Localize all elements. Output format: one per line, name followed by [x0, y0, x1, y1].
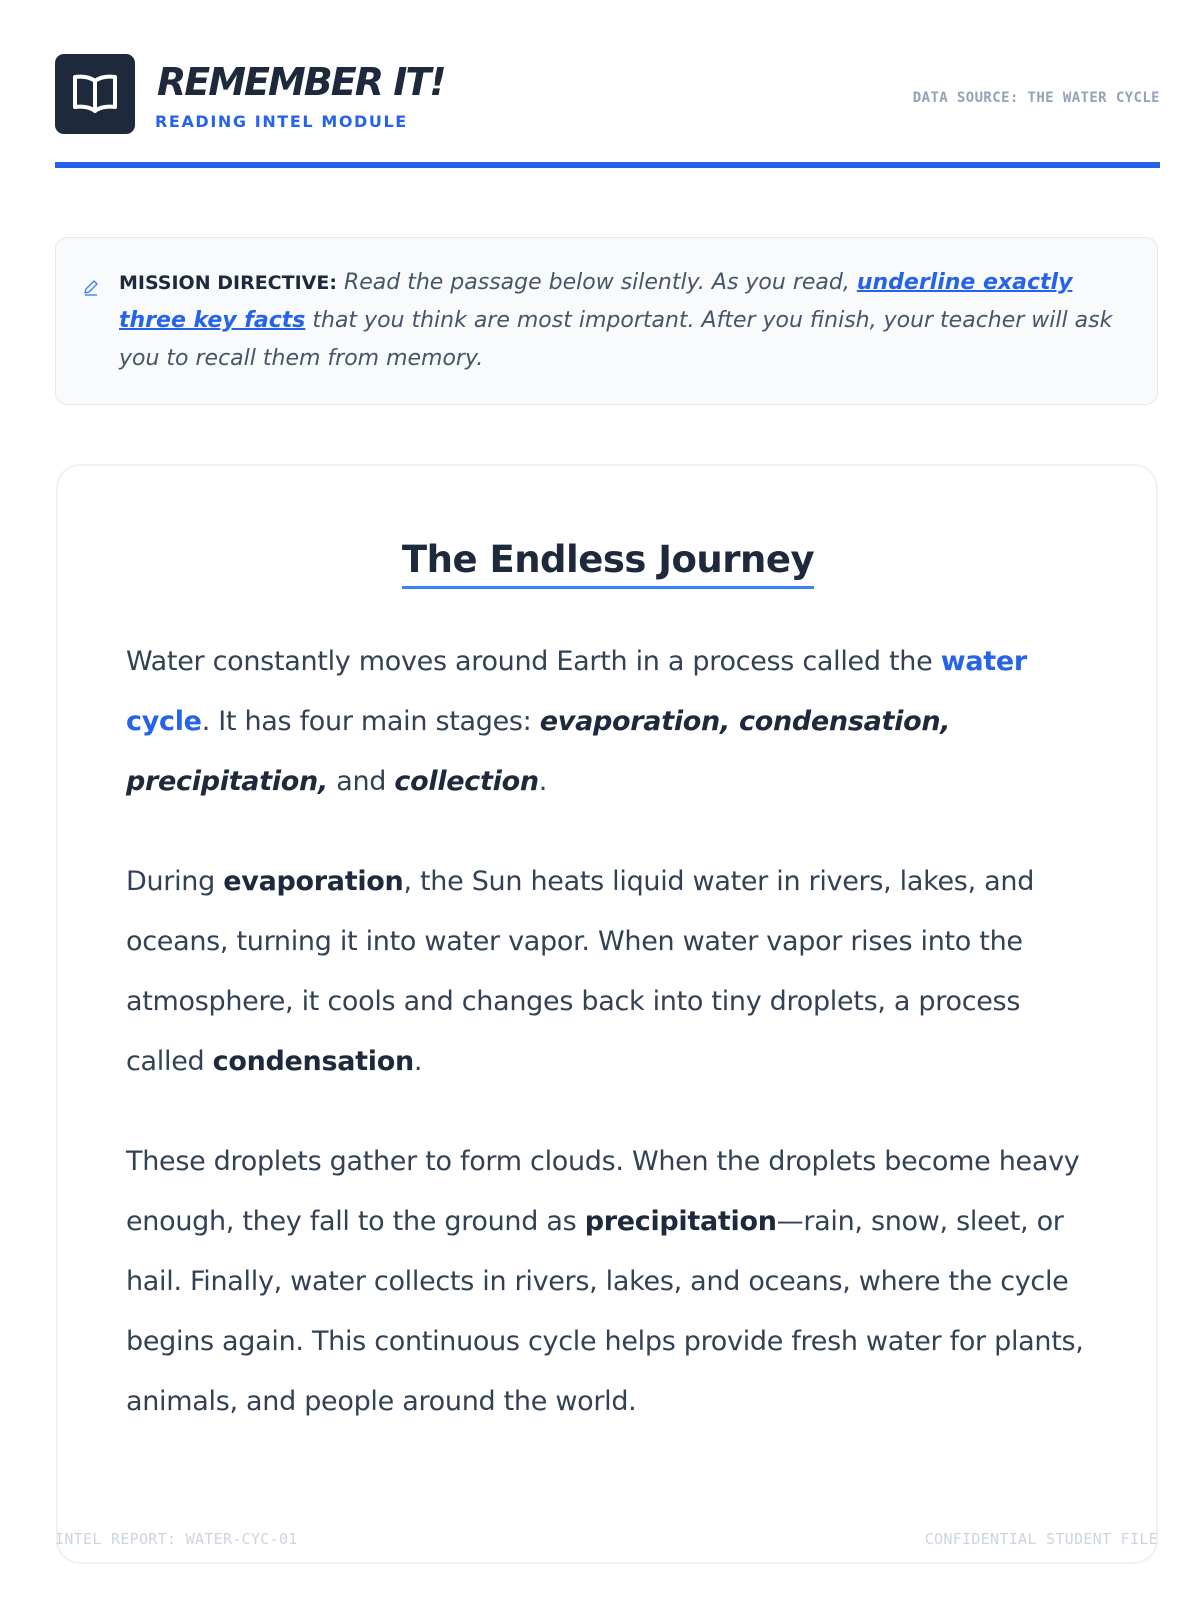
- passage-card: [56, 464, 1158, 1564]
- footer-confidential: CONFIDENTIAL STUDENT FILE: [924, 1530, 1158, 1548]
- passage-title: The Endless Journey: [402, 538, 814, 589]
- paragraph-3: [126, 1132, 1106, 1432]
- p2-bold-condensation: condensation: [212, 1046, 414, 1077]
- directive-label: MISSION DIRECTIVE:: [119, 272, 337, 294]
- brand-subtitle: READING INTEL MODULE: [155, 112, 408, 131]
- p1-text-1: Water constantly moves around Earth in a process called the: [126, 646, 933, 677]
- p1-stage-collection: collection: [394, 766, 539, 797]
- p3-bold-precipitation: precipitation: [584, 1206, 777, 1237]
- p1-text-3: and: [336, 766, 387, 797]
- p2-text-2: , the Sun heats liquid water in rivers, lakes, and oceans, turning it into water vapor. When water vapor rises into the atmosphere, it cools and changes back into tiny droplets, a process called: [126, 866, 1035, 1077]
- header-divider: [55, 162, 1160, 168]
- p2-text-1: During: [126, 866, 215, 897]
- p1-highlight-water-cycle: water cycle: [126, 646, 1027, 737]
- directive-text-after: that you think are most important. After you finish, your teacher will ask you to recall them from memory.: [119, 308, 1113, 371]
- mission-directive-box: [55, 237, 1158, 405]
- p1-stages: evaporation, condensation, precipitation,: [126, 706, 951, 797]
- p2-bold-evaporation: evaporation: [223, 866, 404, 897]
- logo-badge: [55, 54, 135, 134]
- passage-title-wrap: [58, 538, 1158, 589]
- p1-text-4: .: [538, 766, 548, 797]
- directive-text-before: Read the passage below silently. As you read,: [343, 270, 850, 295]
- page-header: [55, 54, 1160, 168]
- open-book-icon: [72, 73, 118, 115]
- p3-text-1: These droplets gather to form clouds. When the droplets become heavy enough, they fall to the ground as: [126, 1146, 1080, 1237]
- footer-report-id: INTEL REPORT: WATER-CYC-01: [55, 1530, 298, 1548]
- brand-title: REMEMBER IT!: [157, 60, 445, 104]
- paragraph-1: [126, 632, 1106, 812]
- data-source-label: DATA SOURCE: THE WATER CYCLE: [912, 90, 1160, 106]
- p3-text-2: —rain, snow, sleet, or hail. Finally, water collects in rivers, lakes, and oceans, where the cycle begins again. This continuous cycle helps provide fresh water for plants, animals, and people around the world.: [126, 1206, 1084, 1417]
- p2-text-3: .: [413, 1046, 423, 1077]
- passage-body: [126, 632, 1106, 1472]
- directive-text: [119, 264, 1129, 378]
- p1-text-2: . It has four main stages:: [201, 706, 532, 737]
- paragraph-2: [126, 852, 1106, 1092]
- directive-emphasis: underline exactly three key facts: [119, 270, 1073, 333]
- pencil-icon: [81, 278, 101, 298]
